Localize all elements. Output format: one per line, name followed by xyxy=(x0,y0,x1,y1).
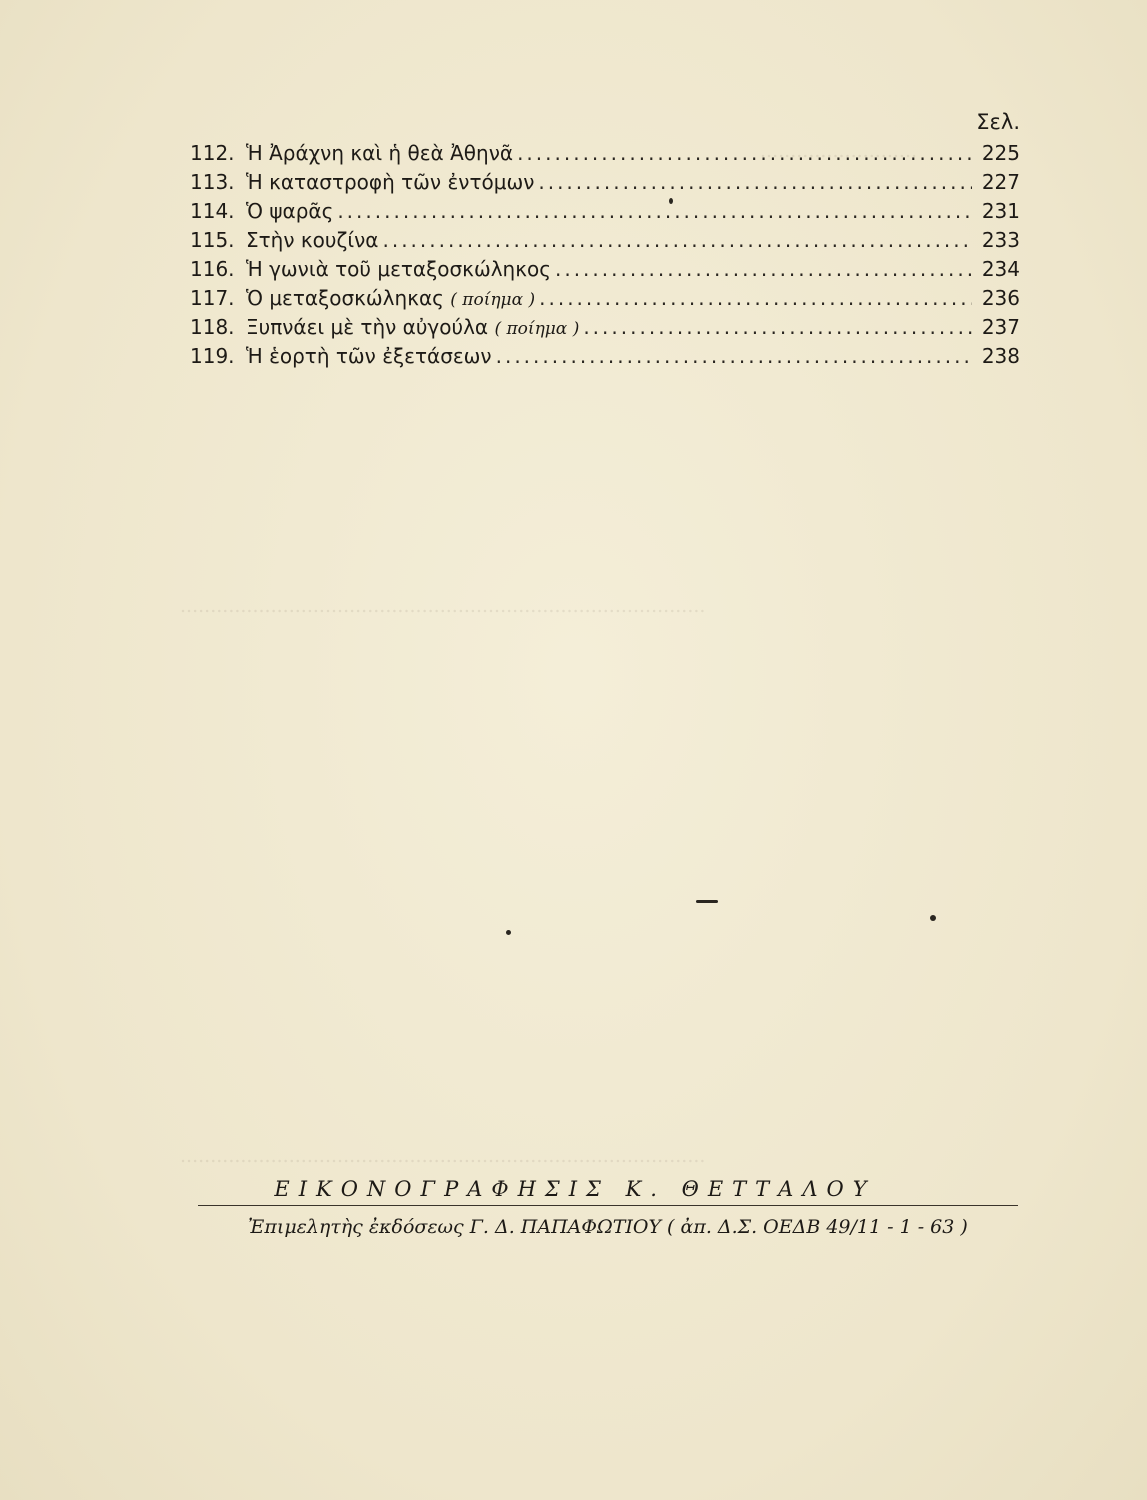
toc-entry xyxy=(190,315,1020,344)
entry-page: 225 xyxy=(981,141,1020,165)
show-through-text: .......................... xyxy=(760,140,918,162)
entry-page: 238 xyxy=(981,344,1020,368)
dot-leader xyxy=(496,344,972,368)
entry-title: Ὁ μεταξοσκώληκας ( ποίημα ) xyxy=(246,286,536,310)
dot-leader xyxy=(538,170,972,194)
entry-page: 233 xyxy=(981,228,1020,252)
dot-leader xyxy=(517,141,972,165)
dot-leader xyxy=(539,286,972,310)
entry-title: Ξυπνάει μὲ τὴν αὐγούλα ( ποίημα ) xyxy=(246,315,580,339)
entry-note: ( ποίημα ) xyxy=(494,319,580,339)
toc-entry xyxy=(190,228,1020,257)
dot-leader xyxy=(337,199,972,223)
show-through-text: ....................................................................................... xyxy=(180,595,706,617)
toc-entry xyxy=(190,257,1020,286)
credit-illustrator: ΕΙΚΟΝΟΓΡΑΦΗΣΙΣ Κ. ΘΕΤΤΑΛΟΥ xyxy=(274,1177,876,1201)
toc-entry xyxy=(190,170,1020,199)
entry-number: 118. xyxy=(190,315,235,339)
entry-page: 234 xyxy=(981,257,1020,281)
entry-title: Ὁ ψαρᾶς xyxy=(246,199,334,223)
entry-title: Ἡ γωνιὰ τοῦ μεταξοσκώληκος xyxy=(246,257,551,281)
dot-leader xyxy=(555,257,972,281)
credit-editor: Ἐπιμελητὴς ἐκδόσεως Γ. Δ. ΠΑΠΑΦΩΤΙΟΥ ( ἀπ. Δ.Σ. ΟΕΔΒ 49/11 - 1 - 63 ) xyxy=(248,1216,968,1238)
entry-page: 236 xyxy=(981,286,1020,310)
entry-number: 116. xyxy=(190,257,235,281)
entry-page: 227 xyxy=(981,170,1020,194)
entry-number: 113. xyxy=(190,170,235,194)
entry-title: Στὴν κουζίνα xyxy=(246,228,379,252)
entry-title: Ἡ Ἀράχνη καὶ ἡ θεὰ Ἀθηνᾶ xyxy=(246,141,514,165)
entry-title: Ἡ ἑορτὴ τῶν ἐξετάσεων xyxy=(246,344,492,368)
ink-speck xyxy=(696,900,718,903)
table-of-contents xyxy=(190,141,1020,373)
ink-speck xyxy=(669,198,673,204)
dot-leader xyxy=(382,228,972,252)
entry-page: 231 xyxy=(981,199,1020,223)
page-column-header: Σελ. xyxy=(976,110,1020,134)
ink-speck xyxy=(506,930,511,935)
toc-entry xyxy=(190,199,1020,228)
entry-number: 112. xyxy=(190,141,235,165)
entry-note: ( ποίημα ) xyxy=(450,290,536,310)
entry-number: 115. xyxy=(190,228,235,252)
entry-title: Ἡ καταστροφὴ τῶν ἐντόμων xyxy=(246,170,535,194)
entry-page: 237 xyxy=(981,315,1020,339)
entry-number: 114. xyxy=(190,199,235,223)
dot-leader xyxy=(583,315,972,339)
ink-speck xyxy=(930,915,936,921)
toc-entry xyxy=(190,141,1020,170)
toc-entry xyxy=(190,286,1020,315)
show-through-text: ....................................................................................... xyxy=(180,1145,706,1167)
credit-rule xyxy=(198,1205,1018,1206)
entry-number: 117. xyxy=(190,286,235,310)
entry-number: 119. xyxy=(190,344,235,368)
toc-entry xyxy=(190,344,1020,373)
